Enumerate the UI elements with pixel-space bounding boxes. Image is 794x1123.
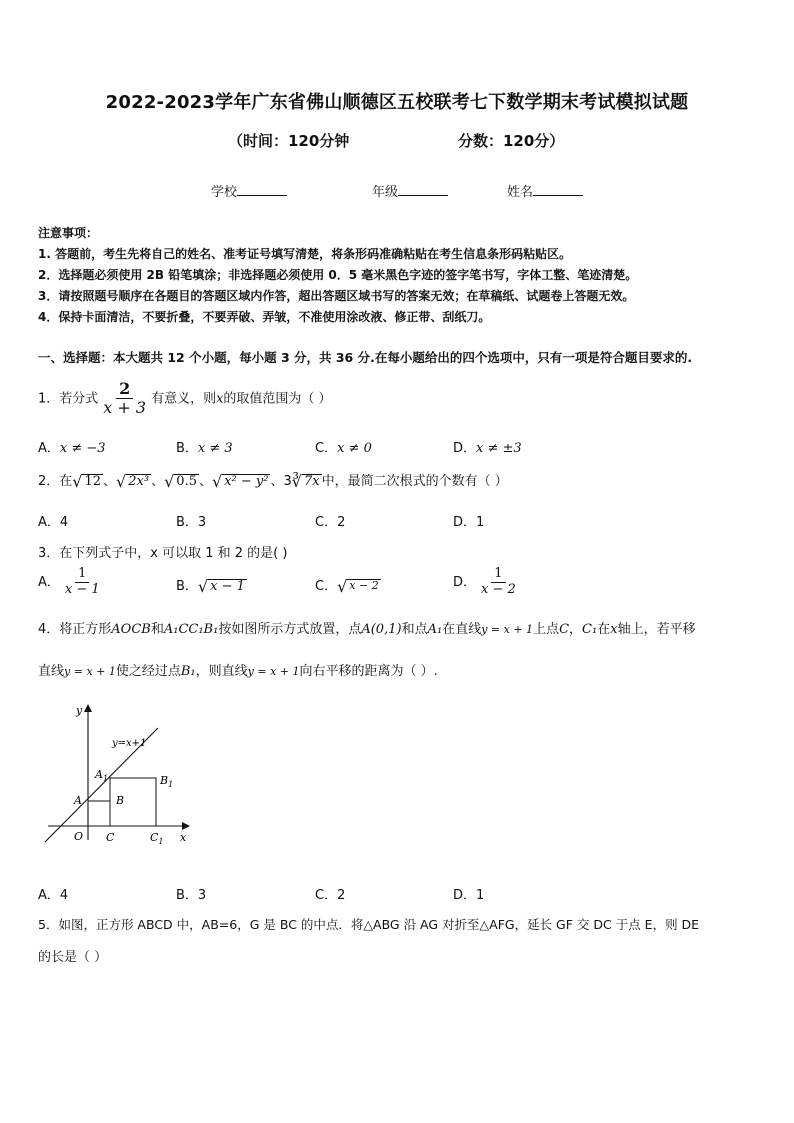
label-a1: $A_1$ <box>95 768 109 783</box>
q1-option-a-label: A． <box>38 441 60 456</box>
label-a: A <box>74 794 82 807</box>
page-title: 2022-2023学年广东省佛山顺德区五校联考七下数学期末考试模拟试题 <box>105 92 689 113</box>
q2-radical-1: √ 12 <box>72 471 102 491</box>
q2-radicand-2: 2x³ <box>128 473 150 489</box>
question-4-line-1 <box>38 618 696 637</box>
q4-option-c: C．2 <box>315 888 346 903</box>
q1-option-b <box>176 437 233 456</box>
q4-point-c1: C₁ <box>582 622 598 637</box>
school-label: 学校 <box>211 185 238 200</box>
name-field <box>507 181 583 200</box>
q3-option-d-fraction <box>478 567 519 598</box>
q4-option-d: D．1 <box>453 888 485 903</box>
q4-point-b1: B₁ <box>180 664 196 679</box>
q4-point-a: A(0,1) <box>361 622 402 637</box>
q1-option-b-label: B． <box>176 441 198 456</box>
q2-radical-2: √ 2x³ <box>116 471 150 491</box>
note-item-2: 2．选择题必须使用 2B 铅笔填涂；非选择题必须使用 0．5 毫米黑色字迹的签字笔书写，字体工整、笔迹清楚。 <box>38 268 638 282</box>
q2-text: 中，最简二次根式的个数有（ ） <box>321 474 508 489</box>
q1-fraction <box>100 380 149 418</box>
q4-text-and: 和 <box>150 622 164 637</box>
question-1 <box>38 380 332 418</box>
label-b: B <box>116 794 125 807</box>
exam-time: （时间：120分钟 <box>228 132 350 150</box>
q2-sep-1: 、 <box>103 474 117 489</box>
school-field <box>211 181 287 200</box>
q2-radicand-5: 7x <box>303 473 320 489</box>
q4-text-c: 和点 <box>401 622 428 637</box>
q1-option-a-value: x ≠ −3 <box>59 441 106 456</box>
q2-radicand-4: x² − y² <box>224 473 269 489</box>
q1-prefix: 1．若分式 <box>38 391 99 407</box>
q2-radical-3: √ 0.5 <box>164 471 197 491</box>
q3-option-d-num: 1 <box>491 567 505 583</box>
q2-sep-3: 、 <box>198 474 212 489</box>
q1-text-end: 的取值范围为（ ） <box>223 391 332 407</box>
q3-option-a-label: A． <box>38 574 60 590</box>
q4-text-b: 按如图所示方式放置，点 <box>218 622 362 637</box>
label-c1: $C_1$ <box>150 831 164 846</box>
q1-numerator: 2 <box>116 380 133 399</box>
grade-label: 年级 <box>372 185 399 200</box>
q4-line-eq-3: y = x + 1 <box>247 665 300 678</box>
notes-heading: 注意事项： <box>38 226 99 240</box>
q3-option-c-label: C． <box>315 579 338 594</box>
q4-text-e: 上点 <box>533 622 560 637</box>
name-label: 姓名 <box>507 185 534 200</box>
label-y: y <box>76 704 83 717</box>
q4-text-2b: 使之经过点 <box>115 664 181 679</box>
label-line-eq: y=x+1 <box>112 738 147 749</box>
q3-option-a <box>38 567 105 598</box>
section-heading: 一、选择题：本大题共 12 个小题，每小题 3 分，共 36 分.在每小题给出的四个选项中，只有一项是符合题目要求的. <box>38 350 693 365</box>
q4-option-b: B．3 <box>176 888 207 903</box>
q3-option-c <box>315 575 381 595</box>
q1-option-d-label: D． <box>453 441 477 456</box>
q2-prefix: 2．在 <box>38 474 73 489</box>
q4-text-2c: ，则直线 <box>195 664 248 679</box>
q3-option-b-radical: √ x − 1 <box>197 576 245 596</box>
name-blank <box>533 183 583 196</box>
q3-option-a-num: 1 <box>75 567 89 583</box>
q3-option-c-radicand: x − 2 <box>347 579 380 595</box>
q4-point-a1: A₁ <box>427 622 443 637</box>
q4-text-f: ， <box>569 622 583 637</box>
question-2 <box>38 470 508 490</box>
label-x: x <box>180 831 187 844</box>
note-item-1: 1. 答题前，考生先将自己的姓名、准考证号填写清楚，将条形码准确粘贴在考生信息条形码粘贴区。 <box>38 247 572 261</box>
question-5-line-2: 的长是（ ） <box>38 950 108 965</box>
q2-option-c: C．2 <box>315 515 346 530</box>
q1-variable: x <box>216 391 224 407</box>
q3-option-b <box>176 575 247 595</box>
q1-option-d-value: x ≠ ±3 <box>476 441 522 456</box>
question-3: 3．在下列式子中，x 可以取 1 和 2 的是( ) <box>38 546 288 561</box>
q4-text-2a: 直线 <box>38 664 65 679</box>
q1-text: 有意义，则 <box>151 391 217 407</box>
q2-radical-5: ∛ 7x <box>291 471 320 491</box>
q3-option-b-radicand: x − 1 <box>210 578 245 594</box>
q2-radicand-1: 12 <box>84 473 102 489</box>
label-c: C <box>106 831 115 844</box>
q1-option-b-value: x ≠ 3 <box>197 441 233 456</box>
q4-square-1: AOCB <box>111 622 151 637</box>
q3-option-b-label: B． <box>176 579 198 594</box>
label-o: O <box>74 830 84 843</box>
q4-text-2d: 向右平移的距离为（ ）. <box>299 664 438 679</box>
note-item-4: 4．保持卡面清洁，不要折叠，不要弄破、弄皱，不准使用涂改液、修正带、刮纸刀。 <box>38 310 491 324</box>
q3-option-a-fraction <box>62 567 103 598</box>
q2-radical-4: √ x² − y² <box>212 471 269 491</box>
q2-option-d: D．1 <box>453 515 485 530</box>
q3-option-d <box>453 567 521 598</box>
q3-option-d-den: x − 2 <box>481 581 516 597</box>
exam-score: 分数：120分） <box>458 132 565 150</box>
q1-option-c-label: C． <box>315 441 338 456</box>
q4-square-2: A₁CC₁B₁ <box>163 622 219 637</box>
q2-sep-2: 、 <box>151 474 165 489</box>
q3-option-a-den: x − 1 <box>64 581 100 597</box>
square-aocb <box>88 801 110 826</box>
q4-option-a: A．4 <box>38 888 69 903</box>
q4-figure <box>40 700 200 850</box>
q1-option-c-value: x ≠ 0 <box>337 441 372 456</box>
q4-line-eq: y = x + 1 <box>481 623 534 636</box>
q2-coefficient: 3 <box>283 474 292 489</box>
x-axis-arrow <box>182 822 190 830</box>
q3-option-c-radical: √ x − 2 <box>337 576 379 596</box>
q1-option-a <box>38 437 106 456</box>
q4-line-eq-2: y = x + 1 <box>64 665 116 678</box>
grade-blank <box>398 183 448 196</box>
label-b1: $B_1$ <box>160 774 174 789</box>
q2-option-a: A．4 <box>38 515 69 530</box>
q2-radicand-3: 0.5 <box>176 473 197 489</box>
school-blank <box>237 183 287 196</box>
question-5-line-1: 5．如图，正方形 ABCD 中，AB=6，G 是 BC 的中点．将△ABG 沿 AG 对折至△AFG，延长 GF 交 DC 于点 E，则 DE <box>38 917 700 932</box>
q4-text-g: 在 <box>597 622 611 637</box>
q4-axis-x: x <box>610 622 618 637</box>
q4-point-c: C <box>559 622 570 637</box>
q4-text-h: 轴上，若平移 <box>617 622 696 637</box>
q2-option-b: B．3 <box>176 515 207 530</box>
grade-field <box>372 181 448 200</box>
q1-option-d <box>453 437 522 456</box>
question-4-line-2 <box>38 660 438 679</box>
note-item-3: 3．请按照题号顺序在各题目的答题区域内作答，超出答题区域书写的答案无效；在草稿纸、试题卷上答题无效。 <box>38 289 635 303</box>
q1-option-c <box>315 437 372 456</box>
q3-option-d-label: D． <box>453 574 477 590</box>
q1-denominator: x + 3 <box>103 398 147 418</box>
q4-text-a: 4．将正方形 <box>38 622 112 637</box>
q4-text-d: 在直线 <box>442 622 482 637</box>
q2-sep-4: 、 <box>270 474 284 489</box>
y-axis-arrow <box>84 704 92 712</box>
